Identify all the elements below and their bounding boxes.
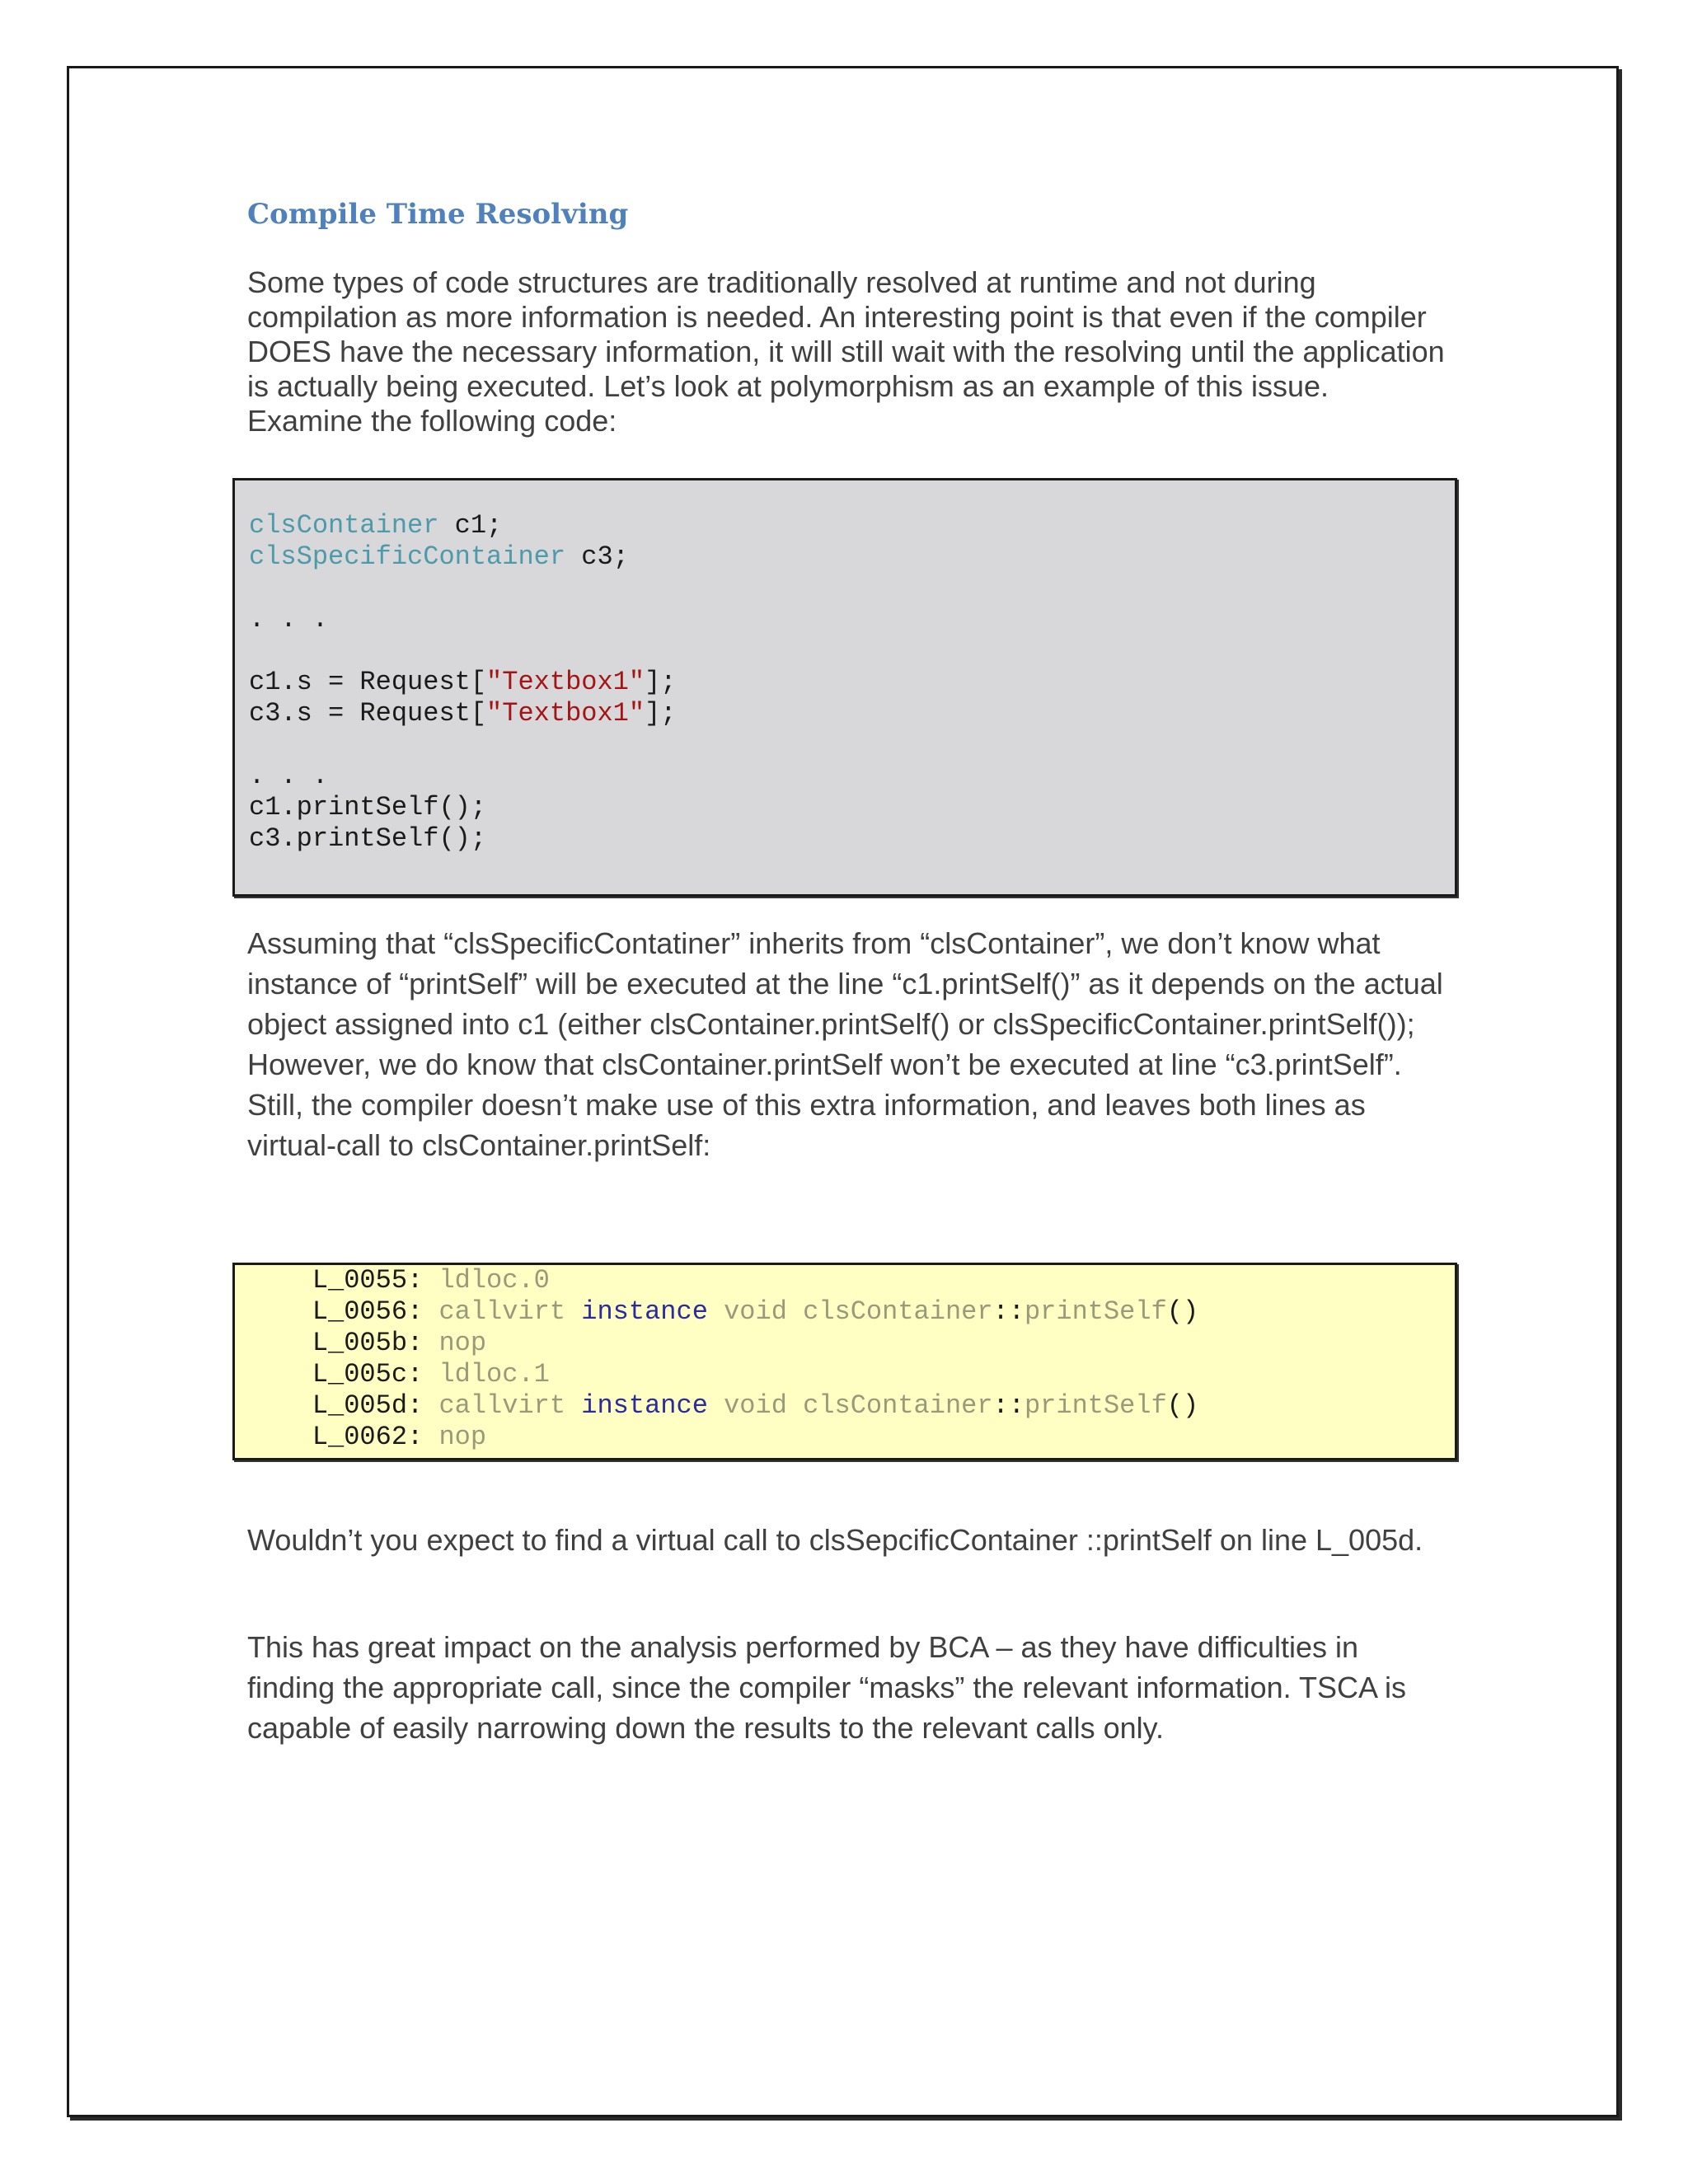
explanation-paragraph: Assuming that “clsSpecificContatiner” inherits from “clsContainer”, we don’t know what instance of “printSelf” will be executed at the line “c1.printSelf()” as it depends on the actual object assigned into c1 (either clsContainer.printSelf() or clsSpecificContainer.printSelf()); However, we do know that clsContainer.printSelf won’t be executed at line “c3.printSelf”. Still, the compiler doesn’t make use of this extra information, and leaves both lines as virtual-call to clsContainer.printSelf:: [247, 926, 1443, 1162]
code-text: c1;: [438, 510, 503, 541]
il-method: printSelf: [1024, 1296, 1167, 1327]
il-opcode: ldloc.1: [438, 1359, 550, 1390]
il-label: L_005d:: [312, 1390, 424, 1421]
il-type: void clsContainer: [724, 1390, 993, 1421]
il-opcode: nop: [438, 1328, 487, 1358]
blank-line: [249, 635, 676, 667]
code-text: ];: [645, 698, 677, 729]
il-opcode: callvirt: [438, 1390, 566, 1421]
il-opcode: callvirt: [438, 1296, 566, 1327]
section-heading: Compile Time Resolving: [247, 198, 629, 231]
code-line: [249, 541, 676, 573]
il-keyword: instance: [581, 1390, 708, 1421]
code-line: c3.printSelf();: [249, 823, 487, 854]
il-code-block: [232, 1263, 1457, 1460]
il-separator: ::: [992, 1390, 1025, 1421]
string-literal: "Textbox1": [486, 698, 645, 729]
il-keyword: instance: [581, 1296, 708, 1327]
intro-paragraph: Some types of code structures are traditionally resolved at runtime and not during compilation as more information is needed. An interesting point is that even if the compiler DOES have the necessary information, it will still wait with the resolving until the application is actually being executed. Let’s look at polymorphism as an example of this issue. Examine the following code:: [247, 265, 1445, 438]
code-ellipsis: . . .: [249, 761, 329, 791]
code-text: ];: [645, 667, 677, 697]
il-line: [249, 1359, 1198, 1390]
code-ellipsis: . . .: [249, 604, 329, 635]
blank-line: [249, 573, 676, 604]
il-line: [249, 1328, 1198, 1359]
code-text: c1.s = Request[: [249, 667, 487, 697]
conclusion-paragraph: This has great impact on the analysis performed by BCA – as they have difficulties in finding the appropriate call, since the compiler “masks” the relevant information. TSCA is capable of easily narrowing down the results to the relevant calls only.: [247, 1630, 1406, 1745]
il-label: L_0062:: [312, 1422, 424, 1452]
il-separator: ::: [992, 1296, 1025, 1327]
il-label: L_005c:: [312, 1359, 424, 1390]
il-line: [249, 1422, 1198, 1453]
il-line: [249, 1296, 1198, 1328]
csharp-code-block: [232, 478, 1457, 897]
code-text: c3;: [565, 541, 629, 572]
il-method: printSelf: [1024, 1390, 1167, 1421]
code-line: [249, 698, 676, 729]
csharp-code: [249, 510, 676, 855]
il-code: [249, 1265, 1198, 1453]
blank-line: [249, 729, 676, 761]
string-literal: "Textbox1": [486, 667, 645, 697]
code-line: [249, 510, 676, 541]
il-type: void clsContainer: [724, 1296, 993, 1327]
il-line: [249, 1390, 1198, 1422]
code-line: c1.printSelf();: [249, 792, 487, 823]
il-line: [249, 1265, 1198, 1296]
type-name: clsContainer: [249, 510, 439, 541]
question-paragraph: Wouldn’t you expect to find a virtual call to clsSepcificContainer ::printSelf on line L_005d.: [247, 1523, 1423, 1557]
il-label: L_005b:: [312, 1328, 424, 1358]
code-line: [249, 667, 676, 698]
il-label: L_0055:: [312, 1265, 424, 1296]
il-parens: (): [1166, 1296, 1199, 1327]
code-text: c3.s = Request[: [249, 698, 487, 729]
il-parens: (): [1166, 1390, 1199, 1421]
il-opcode: nop: [438, 1422, 487, 1452]
il-label: L_0056:: [312, 1296, 424, 1327]
il-opcode: ldloc.0: [438, 1265, 550, 1296]
type-name: clsSpecificContainer: [249, 541, 566, 572]
